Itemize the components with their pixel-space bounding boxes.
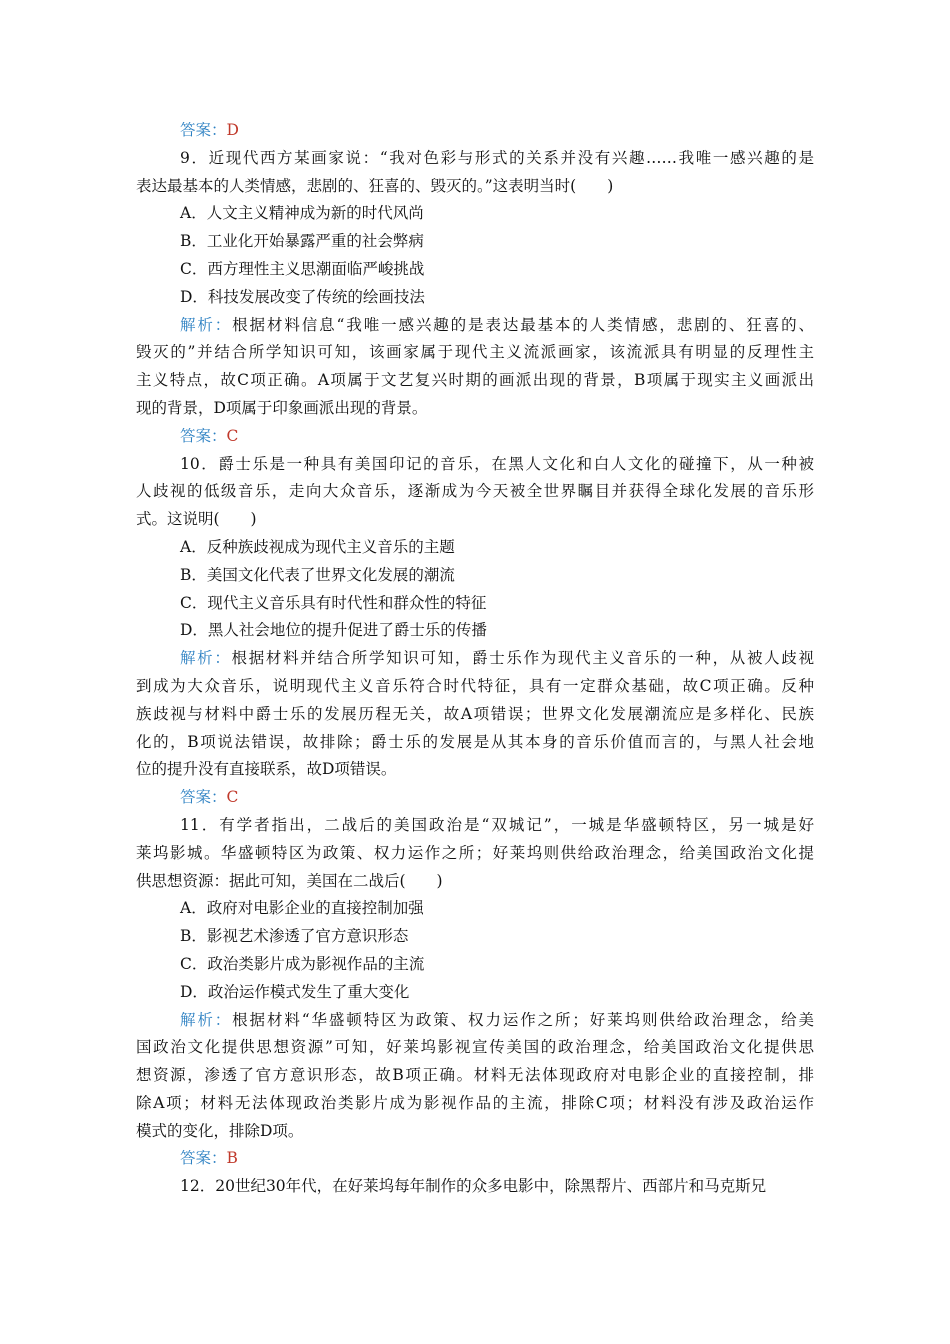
option-line: A．反种族歧视成为现代主义音乐的主题 <box>180 537 455 556</box>
analysis-line: 毁灭的”并结合所学知识可知，该画家属于现代主义流派画家，该流派具有明显的反理性主 <box>136 343 814 362</box>
analysis-label: 解析： <box>180 1010 233 1029</box>
question-text-line: 人歧视的低级音乐，走向大众音乐，逐渐成为今天被全世界瞩目并获得全球化发展的音乐形 <box>136 482 814 501</box>
answer-label: 答案： <box>180 426 227 445</box>
option-line: D．政治运作模式发生了重大变化 <box>180 982 410 1001</box>
answer-value: D <box>226 121 239 139</box>
answer-line <box>136 784 814 812</box>
option-line: C．西方理性主义思潮面临严峻挑战 <box>180 259 425 278</box>
option-line: B．工业化开始暴露严重的社会弊病 <box>180 232 424 251</box>
option-line: B．美国文化代表了世界文化发展的潮流 <box>180 565 455 584</box>
analysis-label: 解析： <box>180 649 232 668</box>
answer-value: C <box>226 426 239 445</box>
analysis-line <box>136 645 814 673</box>
question-text-line: 10．爵士乐是一种具有美国印记的音乐，在黑人文化和白人文化的碰撞下，从一种被 <box>180 454 814 473</box>
analysis-line: 族歧视与材料中爵士乐的发展历程无关，故A项错误；世界文化发展潮流应是多样化、民族 <box>136 704 814 723</box>
question-text-line: 表达最基本的人类情感，悲剧的、狂喜的、毁灭的。”这表明当时( ) <box>136 176 614 195</box>
option-line: D．黑人社会地位的提升促进了爵士乐的传播 <box>180 621 487 640</box>
analysis-line: 国政治文化提供思想资源”可知，好莱坞影视宣传美国的政治理念，给美国政治文化提供思 <box>136 1038 814 1057</box>
analysis-line <box>136 312 814 340</box>
question-text-line: 11．有学者指出，二战后的美国政治是“双城记”，一城是华盛顿特区，另一城是好 <box>180 815 814 834</box>
analysis-label: 解析： <box>180 315 233 334</box>
option-line: B．影视艺术渗透了官方意识形态 <box>180 927 409 946</box>
question-text-line: 供思想资源：据此可知，美国在二战后( ) <box>136 871 443 890</box>
analysis-line: 除A项；材料无法体现政治类影片成为影视作品的主流，排除C项；材料没有涉及政治运作 <box>136 1093 814 1112</box>
analysis-line: 位的提升没有直接联系，故D项错误。 <box>136 760 397 779</box>
analysis-line: 主义特点，故C项正确。A项属于文艺复兴时期的画派出现的背景，B项属于现实主义画派出 <box>136 371 814 390</box>
analysis-text: 根据材料并结合所学知识可知，爵士乐作为现代主义音乐的一种，从被人歧视 <box>231 649 814 668</box>
analysis-line: 化的，B项说法错误，故排除；爵士乐的发展是从其本身的音乐价值而言的，与黑人社会地 <box>136 732 814 751</box>
option-line: D．科技发展改变了传统的绘画技法 <box>180 287 425 306</box>
answer-line <box>136 1145 814 1173</box>
document-page <box>136 117 814 1201</box>
analysis-line: 到成为大众音乐，说明现代主义音乐符合时代特征，具有一定群众基础，故C项正确。反种 <box>136 676 814 695</box>
option-line: A．人文主义精神成为新的时代风尚 <box>180 204 424 223</box>
option-line: C．政治类影片成为影视作品的主流 <box>180 954 425 973</box>
answer-label: 答案： <box>180 788 227 807</box>
answer-label: 答案： <box>180 121 227 139</box>
answer-line <box>136 117 814 145</box>
option-line: C．现代主义音乐具有时代性和群众性的特征 <box>180 593 487 612</box>
answer-value: B <box>226 1149 238 1168</box>
answer-value: C <box>226 788 239 807</box>
answer-line <box>136 423 814 451</box>
question-text-line: 12．20世纪30年代，在好莱坞每年制作的众多电影中，除黑帮片、西部片和马克斯兄 <box>180 1177 767 1196</box>
option-line: A．政府对电影企业的直接控制加强 <box>180 899 424 918</box>
answer-label: 答案： <box>180 1149 227 1168</box>
analysis-line: 现的背景，D项属于印象画派出现的背景。 <box>136 398 428 417</box>
analysis-line: 模式的变化，排除D项。 <box>136 1121 304 1140</box>
question-text-line: 9．近现代西方某画家说：“我对色彩与形式的关系并没有兴趣……我唯一感兴趣的是 <box>180 148 814 167</box>
question-text-line: 式。这说明( ) <box>136 510 257 529</box>
analysis-text: 根据材料“华盛顿特区为政策、权力运作之所；好莱坞则供给政治理念，给美 <box>232 1010 814 1029</box>
analysis-line <box>136 1007 814 1035</box>
analysis-line: 想资源，渗透了官方意识形态，故B项正确。材料无法体现政府对电影企业的直接控制，排 <box>136 1066 814 1085</box>
analysis-text: 根据材料信息“我唯一感兴趣的是表达最基本的人类情感，悲剧的、狂喜的、 <box>232 315 814 334</box>
question-text-line: 莱坞影城。华盛顿特区为政策、权力运作之所；好莱坞则供给政治理念，给美国政治文化提 <box>136 843 814 862</box>
